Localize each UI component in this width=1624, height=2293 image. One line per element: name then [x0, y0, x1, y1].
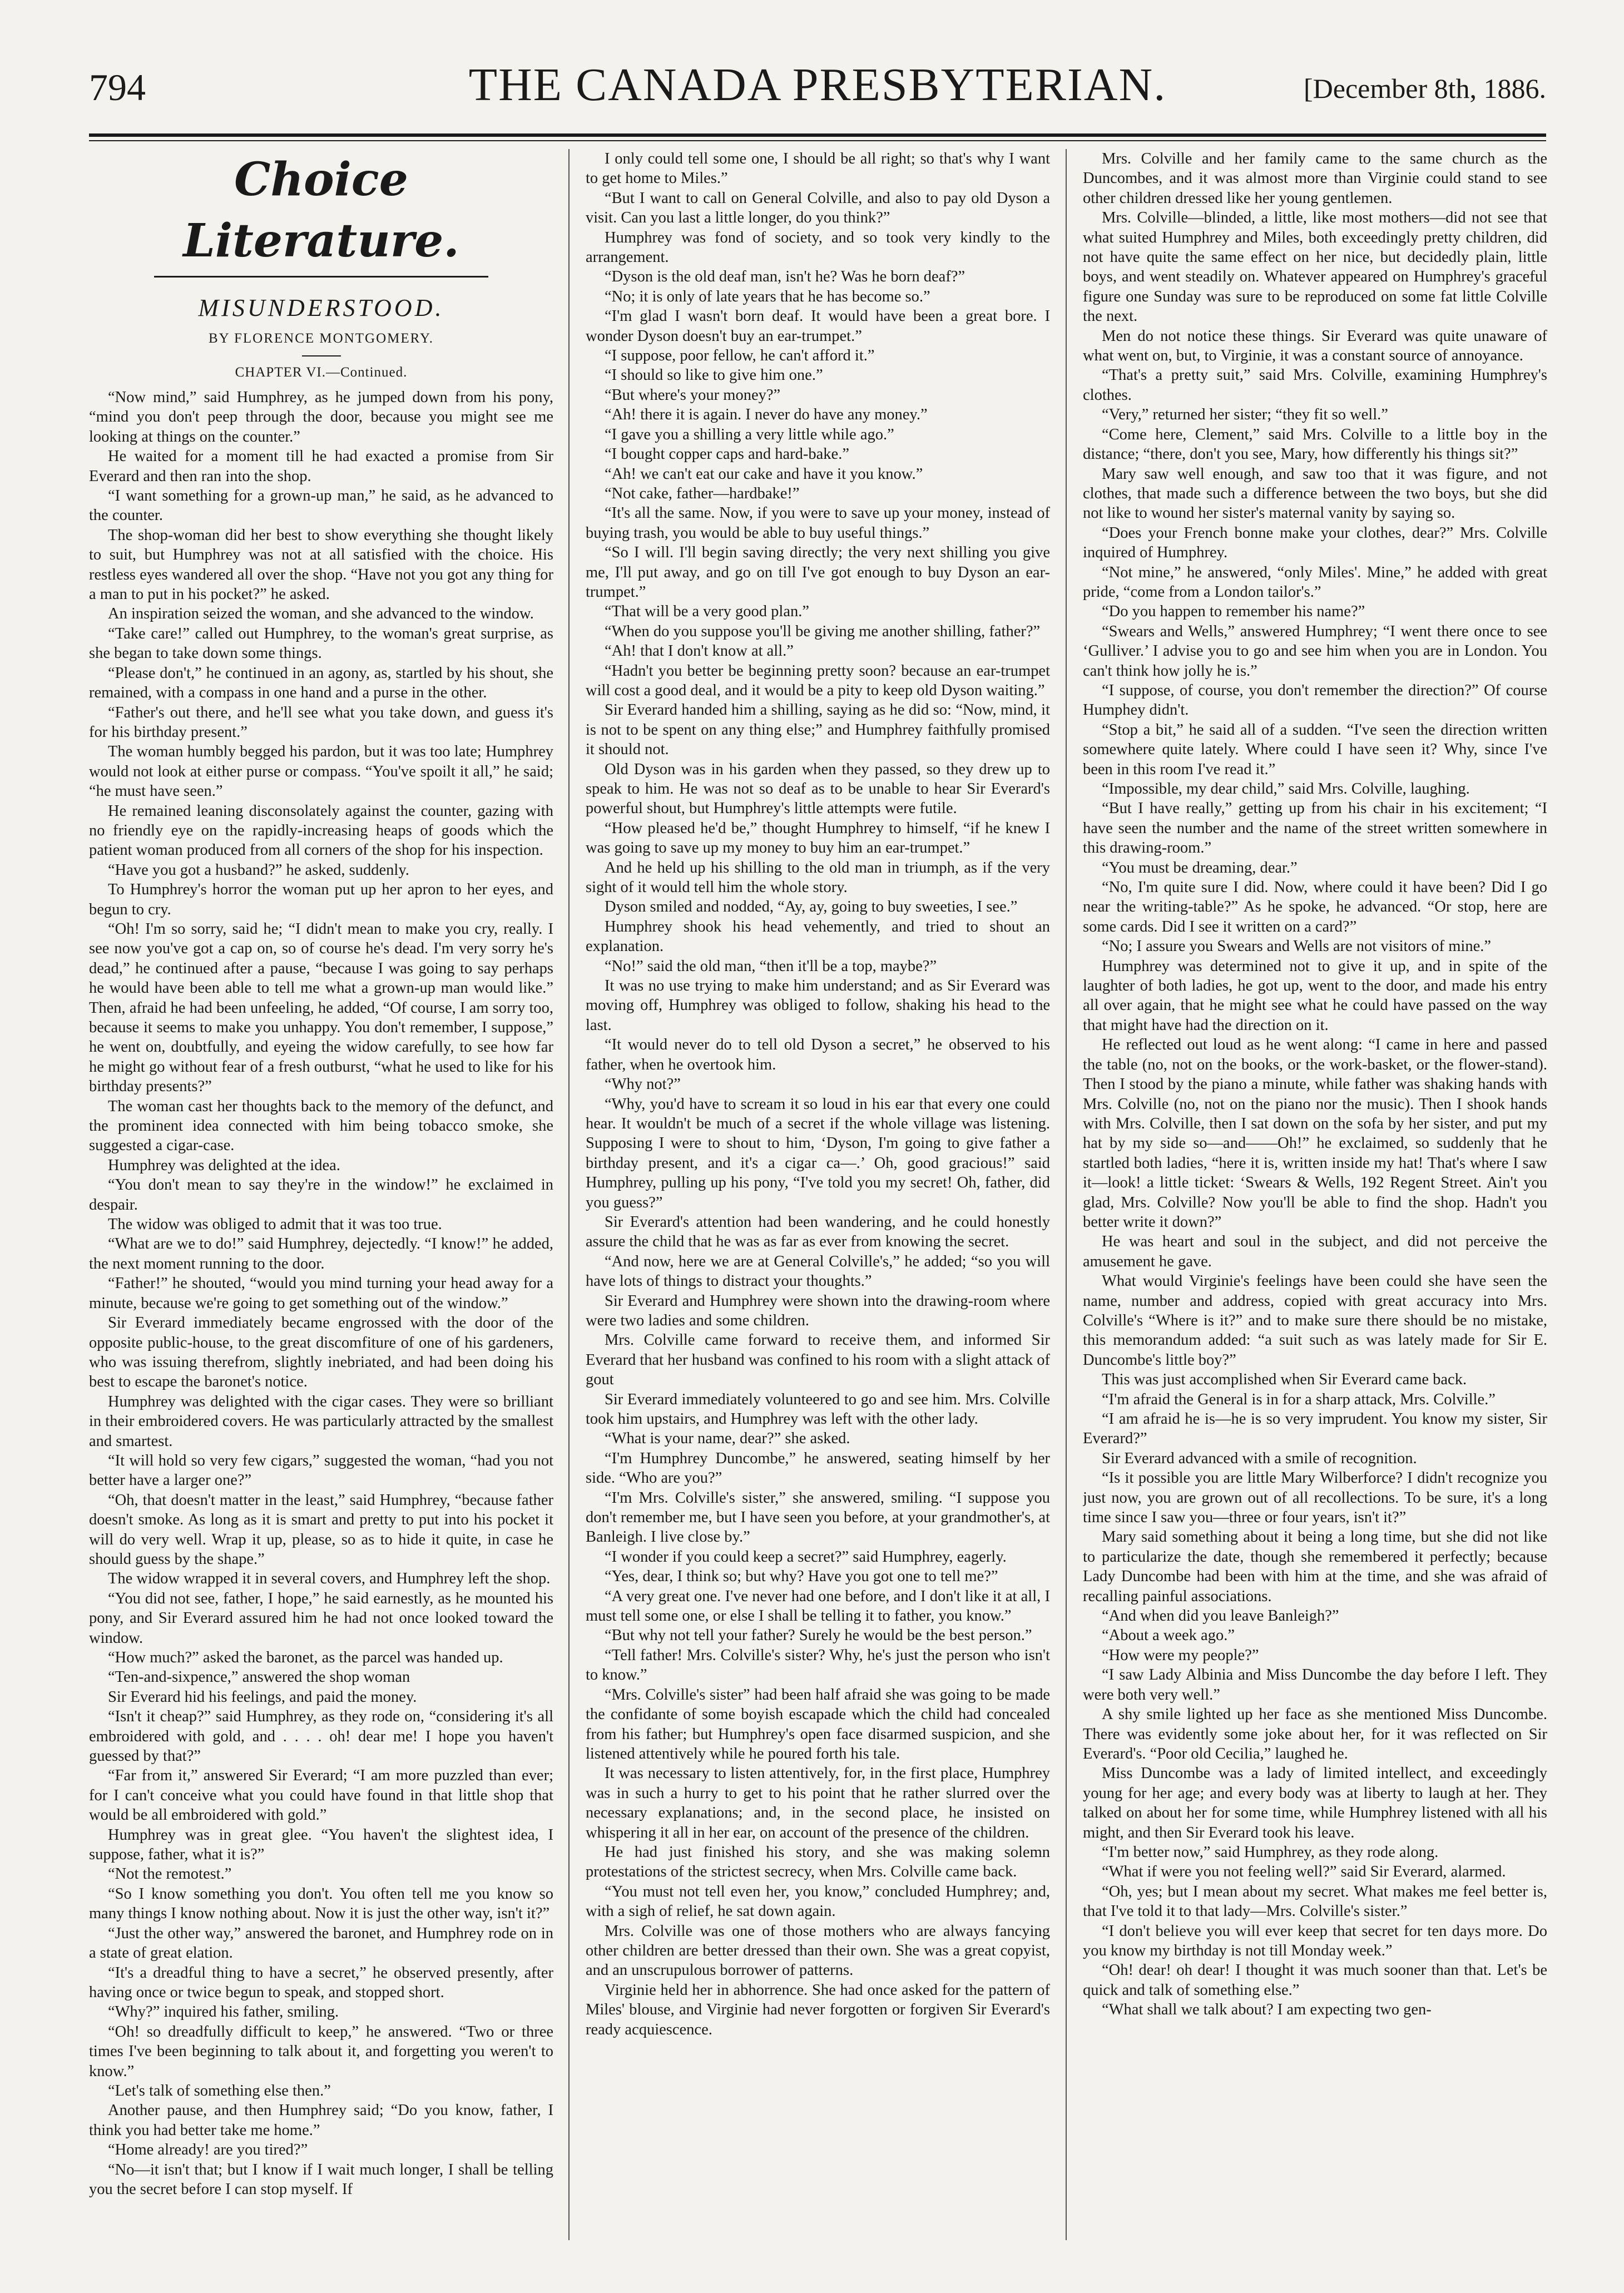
paragraph: Virginie held her in abhorrence. She had once asked for the pattern of Miles' blouse, and Virginie had never forgotten or forgiven Sir Everard's ready acquiescence. — [586, 1981, 1050, 2038]
paragraph: “Tell father! Mrs. Colville's sister? Why, he's just the person who isn't to know.” — [586, 1646, 1050, 1684]
paragraph: Humphrey was determined not to give it up, and in spite of the laughter of both ladies, he got up, went to the door, and made his entry all over again, that he might see what he could have passed on the way that might have had the direction on it. — [1083, 957, 1547, 1034]
paragraph: “But where's your money?” — [605, 386, 781, 404]
paragraph: “Oh! I'm so sorry, said he; “I didn't mean to make you cry, really. I see now you've got a cap on, so of course he's dead. I'm very sorry he's dead,” he continued after a pause, “because I was going to say perhaps he would have been able to tell me what a grown-up man would like.” Then, afraid he had been unfeeling, he added, “Of course, I am sorry too, because it seems to make you unhappy. You don't remember, I suppose,” he went on, doubtfully, and eyeing the widow carefully, to see how far he might go without fear of a fresh outburst, “what he used to like for his birthday presents?” — [89, 920, 553, 1096]
paragraph: “What shall we talk about? I am expecting two gen- — [1102, 2001, 1432, 2019]
paragraph: “That will be a very good plan.” — [605, 603, 809, 621]
paragraph: “Ten-and-sixpence,” answered the shop woman — [108, 1668, 410, 1686]
paragraph: Mary saw well enough, and saw too that it was figure, and not clothes, that made such a difference between the two boys, but she did not like to wound her sister's maternal vanity by saying so. — [1083, 465, 1547, 522]
paragraph: The woman humbly begged his pardon, but it was too late; Humphrey would not look at either purse or compass. “You've spoilt it all,” he said; “he must have seen.” — [89, 743, 553, 800]
paragraph: Old Dyson was in his garden when they passed, so they drew up to speak to him. He was not so deaf as to be unable to hear Sir Everard's powerful shout, but Humphrey's little attempts were futile. — [586, 760, 1050, 818]
paragraph: Another pause, and then Humphrey said; “Do you know, father, I think you had better take me home.” — [89, 2102, 553, 2139]
column-divider — [1066, 149, 1067, 2240]
paragraph: “What is your name, dear?” she asked. — [605, 1430, 850, 1448]
paragraph: Humphrey was delighted with the cigar cases. They were so brilliant in their embroidered covers. He was particularly attracted by the smallest and smartest. — [89, 1393, 553, 1450]
paragraph: “Dyson is the old deaf man, isn't he? Was he born deaf?” — [605, 268, 966, 286]
paragraph: “Why?” inquired his father, smiling. — [108, 2003, 339, 2021]
paragraph: “Come here, Clement,” said Mrs. Colville to a little boy in the distance; “there, don't you see, Mary, how differently his things sit?” — [1083, 425, 1547, 463]
paragraph: “I saw Lady Albinia and Miss Duncombe the day before I left. They were both very well.” — [1083, 1666, 1547, 1703]
paragraph: The widow wrapped it in several covers, and Humphrey left the shop. — [108, 1570, 551, 1588]
paragraph: “Stop a bit,” he said all of a sudden. “I've seen the direction written somewhere quite lately. Where could I have seen it? Why, since I've been in this room I've read it.” — [1083, 721, 1547, 778]
paragraph: “Mrs. Colville's sister” had been half afraid she was going to be made the confidante of some boyish escapade which the child had concealed from his father; but Humphrey's open face disarmed suspicion, and she listened attentively while he poured forth his tale. — [586, 1686, 1050, 1762]
paragraph: He waited for a moment till he had exacted a promise from Sir Everard and then ran into the shop. — [89, 448, 553, 485]
paragraph: “But I have really,” getting up from his chair in his excitement; “I have seen the number and the name of the street written somewhere in this drawing-room.” — [1083, 800, 1547, 857]
paragraph: Men do not notice these things. Sir Everard was quite unaware of what went on, but, to Virginie, it was a constant source of annoyance. — [1083, 327, 1547, 365]
header-rule — [89, 133, 1546, 137]
paragraph: Sir Everard handed him a shilling, saying as he did so: “Now, mind, it is not to be spent on any thing else;” and Humphrey faithfully promised it should not. — [586, 701, 1050, 759]
paragraph: “I should so like to give him one.” — [605, 367, 823, 384]
paragraph: “I gave you a shilling a very little while ago.” — [605, 425, 894, 443]
paragraph: “How much?” asked the baronet, as the parcel was handed up. — [108, 1649, 503, 1666]
paragraph: Mrs. Colville—blinded, a little, like most mothers—did not see that what suited Humphrey and Miles, both exceedingly pretty children, did not have quite the same effect on her nice, but decidedly plain, little boys, and went steadily on. Whatever appeared on Humphrey's graceful figure one Sunday was sure to be reproduced on some fat little Colville the next. — [1083, 209, 1547, 325]
paragraph: “About a week ago.” — [1102, 1627, 1235, 1645]
paragraph: “I'm Humphrey Duncombe,” he answered, seating himself by her side. “Who are you?” — [586, 1449, 1050, 1487]
paragraph: To Humphrey's horror the woman put up her apron to her eyes, and begun to cry. — [89, 881, 553, 918]
paragraph: He reflected out loud as he went along: “I came in here and passed the table (no, not on the books, or the work-basket, or the flower-stand). Then I stood by the piano a minute, while father was shaking hands with Mrs. Colville (no, not on the piano nor the music). Then I shook hands with Mrs. Colville, then I sat down on the sofa by her sister, and put my hat by my side so—and——Oh!” he exclaimed, so suddenly that he startled both ladies, “here it is, written inside my hat! That's where I saw it—look! a little ticket: ‘Swears & Wells, 192 Regent Street. Ain't you glad, Mrs. Colville? Now you'll be able to find the shop. Hadn't you better write it down?” — [1083, 1036, 1547, 1231]
paragraph: The woman cast her thoughts back to the memory of the defunct, and the prominent idea connected with him being tobacco smoke, she suggested a cigar-case. — [89, 1097, 553, 1155]
paragraph: “Impossible, my dear child,” said Mrs. Colville, laughing. — [1102, 780, 1470, 798]
paragraph: “Father's out there, and he'll see what you take down, and guess it's for his birthday present.” — [89, 704, 553, 741]
paragraph: “Oh! so dreadfully difficult to keep,” he answered. “Two or three times I've been beginning to talk about it, and forgetting you weren't to know.” — [89, 2023, 553, 2080]
paragraph: “No, I'm quite sure I did. Now, where could it have been? Did I go near the writing-table?” As he spoke, he advanced. “Or stop, here are some cards. Did I see it written on a card?” — [1083, 879, 1547, 935]
page-number: 794 — [89, 66, 146, 108]
paragraph: Humphrey shook his head vehemently, and tried to shout an explanation. — [586, 918, 1050, 955]
paragraph: “I wonder if you could keep a secret?” said Humphrey, eagerly. — [605, 1548, 1007, 1566]
paragraph: “You must not tell even her, you know,” concluded Humphrey; and, with a sigh of relief, he sat down again. — [586, 1883, 1050, 1920]
paragraph: “Home already! are you tired?” — [108, 2141, 308, 2159]
paragraph: “Let's talk of something else then.” — [108, 2082, 331, 2099]
paragraph: “Have you got a husband?” he asked, suddenly. — [108, 861, 409, 879]
paragraph: “It would never do to tell old Dyson a secret,” he observed to his father, when he overtook him. — [586, 1036, 1050, 1073]
paragraph: “Why, you'd have to scream it so loud in his ear that every one could hear. It wouldn't be much of a secret if the whole village was listening. Supposing I were to shout to him, ‘Dyson, I'm going to give father a birthday present, and it's a cigar ca—.’ Oh, good gracious!” said Humphrey, pulling up his pony, “I've told you my secret! Oh, father, did you guess?” — [586, 1095, 1050, 1211]
paragraph: “So I will. I'll begin saving directly; the very next shilling you give me, I'll put away, and go on till I've got enough to buy Dyson an ear-trumpet.” — [586, 544, 1050, 601]
paragraph: Sir Everard and Humphrey were shown into the drawing-room where were two ladies and some children. — [586, 1292, 1050, 1329]
paragraph: “That's a pretty suit,” said Mrs. Colville, examining Humphrey's clothes. — [1083, 367, 1547, 404]
paragraph: “But I want to call on General Colville, and also to pay old Dyson a visit. Can you last a little longer, do you think?” — [586, 189, 1050, 227]
section-title: Choice Literature. — [183, 153, 459, 268]
column-divider — [568, 149, 570, 2240]
column-2 — [586, 149, 1050, 2251]
paragraph: Sir Everard advanced with a smile of recognition. — [1102, 1449, 1417, 1467]
paragraph: “And when did you leave Banleigh?” — [1102, 1607, 1339, 1625]
paragraph: “Ah! that I don't know at all.” — [605, 642, 794, 660]
column-1-text — [89, 388, 553, 2199]
column-1 — [89, 149, 553, 2251]
paragraph: Sir Everard immediately volunteered to go and see him. Mrs. Colville took him upstairs, and Humphrey was left with the other lady. — [586, 1390, 1050, 1428]
paragraph: “Do you happen to remember his name?” — [1102, 603, 1365, 621]
paragraph: Humphrey was in great glee. “You haven't the slightest idea, I suppose, father, what it is?” — [89, 1826, 553, 1864]
paragraph: “Far from it,” answered Sir Everard; “I am more puzzled than ever; for I can't conceive what you could have found in that little shop that would be all embroidered with gold.” — [89, 1767, 553, 1824]
paragraph: “Not the remotest.” — [108, 1865, 232, 1883]
paragraph: This was just accomplished when Sir Everard came back. — [1102, 1371, 1467, 1389]
paragraph: “Yes, dear, I think so; but why? Have you got one to tell me?” — [605, 1568, 998, 1586]
chapter-heading: CHAPTER VI.—Continued. — [235, 365, 408, 380]
paragraph: Dyson smiled and nodded, “Ay, ay, going to buy sweeties, I see.” — [605, 898, 1018, 916]
paragraph: “No; it is only of late years that he has become so.” — [605, 288, 930, 305]
paragraph: “Just the other way,” answered the baronet, and Humphrey rode on in a state of great elation. — [89, 1924, 553, 1962]
paragraph: “Oh, yes; but I mean about my secret. What makes me feel better is, that I've told it to that lady—Mrs. Colville's sister.” — [1083, 1883, 1547, 1920]
paragraph: “Please don't,” he continued in an agony, as, startled by his shout, she remained, with a compass in one hand and a purse in the other. — [89, 664, 553, 702]
column-3 — [1083, 149, 1547, 2251]
page-header — [89, 56, 1546, 131]
issue-date: [December 8th, 1886. — [1304, 73, 1546, 104]
paragraph: “What are we to do!” said Humphrey, dejectedly. “I know!” he added, the next moment running to the door. — [89, 1235, 553, 1272]
paragraph: “Very,” returned her sister; “they fit so well.” — [1102, 406, 1388, 424]
paragraph: He was heart and soul in the subject, and did not perceive the amusement he gave. — [1083, 1233, 1547, 1270]
byline: BY FLORENCE MONTGOMERY. — [208, 331, 434, 346]
paragraph: “But why not tell your father? Surely he would be the best person.” — [605, 1627, 1032, 1645]
paragraph: “I'm glad I wasn't born deaf. It would have been a great bore. I wonder Dyson doesn't buy an ear-trumpet.” — [586, 308, 1050, 345]
paragraph: “I'm Mrs. Colville's sister,” she answered, smiling. “I suppose you don't remember me, but I have seen you before, at your grandmother's, at Banleigh. I live close by.” — [586, 1489, 1050, 1546]
paragraph: Miss Duncombe was a lady of limited intellect, and exceedingly young for her age; and every body was at liberty to laugh at her. They talked on about her for some time, while Humphrey listened with all his might, and then Sir Everard took his leave. — [1083, 1765, 1547, 1841]
paragraph: “So I know something you don't. You often tell me you know so many things I know nothing about. Now it is just the other way, isn't it?” — [89, 1885, 553, 1923]
paragraph: “Now mind,” said Humphrey, as he jumped down from his pony, “mind you don't peep through the door, because you might see me looking at things on the counter.” — [89, 389, 553, 445]
paragraph: “I suppose, poor fellow, he can't afford it.” — [605, 347, 875, 365]
paragraph: “I bought copper caps and hard-bake.” — [605, 445, 849, 463]
paragraph: It was necessary to listen attentively, for, in the first place, Humphrey was in such a hurry to get to his point that he rather slurred over the necessary explanations; and, in the second place, he insisted on whispering it all in her ear, on account of the presence of the children. — [586, 1765, 1050, 1841]
paragraph: “It will hold so very few cigars,” suggested the woman, “had you not better have a larger one?” — [89, 1452, 553, 1489]
paragraph: “Father!” he shouted, “would you mind turning your head away for a minute, because we're going to get something out of the window.” — [89, 1275, 553, 1312]
paragraph: Mary said something about it being a long time, but she did not like to particularize the date, though she remembered it perfectly; because Lady Duncombe had been with him at the time, and she was afraid of recalling painful associations. — [1083, 1528, 1547, 1605]
paragraph: “Not mine,” he answered, “only Miles'. Mine,” he added with great pride, “come from a London tailor's.” — [1083, 563, 1547, 601]
paragraph: “Ah! we can't eat our cake and have it you know.” — [605, 465, 923, 483]
paragraph: Sir Everard's attention had been wandering, and he could honestly assure the child that he was as far as ever from knowing the secret. — [586, 1213, 1050, 1251]
paragraph: A shy smile lighted up her face as she mentioned Miss Duncombe. There was evidently some joke about her, for it was reflected on Sir Everard's. “Poor old Cecilia,” laughed he. — [1083, 1706, 1547, 1762]
paragraph: And he held up his shilling to the old man in triumph, as if the very sight of it would tell him the whole story. — [586, 859, 1050, 897]
paragraph: “Ah! there it is again. I never do have any money.” — [605, 406, 928, 424]
paragraph: “I want something for a grown-up man,” he said, as he advanced to the counter. — [89, 487, 553, 524]
paragraph: “It's all the same. Now, if you were to save up your money, instead of buying trash, you would be able to buy useful things.” — [586, 504, 1050, 542]
paragraph: “I'm afraid the General is in for a sharp attack, Mrs. Colville.” — [1102, 1390, 1496, 1408]
paragraph: “I don't believe you will ever keep that secret for ten days more. Do you know my birthday is not till Monday week.” — [1083, 1922, 1547, 1959]
paragraph: “Hadn't you better be beginning pretty soon? because an ear-trumpet will cost a good deal, and it would be a pity to keep old Dyson waiting.” — [586, 662, 1050, 699]
paragraph: An inspiration seized the woman, and she advanced to the window. — [108, 605, 534, 623]
paragraph: “A very great one. I've never had one before, and I don't like it at all, I must tell some one, or else I shall be telling it to father, you know.” — [586, 1587, 1050, 1625]
paragraph: Mrs. Colville was one of those mothers who are always fancying other children are better dressed than their own. She was a great copyist, and an unscrupulous borrower of patterns. — [586, 1922, 1050, 1979]
paragraph: Mrs. Colville came forward to receive them, and informed Sir Everard that her husband was confined to his room with a slight attack of gout — [586, 1331, 1050, 1389]
paragraph: What would Virginie's feelings have been could she have seen the name, number and address, copied with great accuracy into Mrs. Colville's “Where is it?” and to make sure there should be no mistake, this memorandum added: “a suit such as was lately made for Sir E. Duncombe's little boy?” — [1083, 1272, 1547, 1369]
paragraph: “It's a dreadful thing to have a secret,” he observed presently, after having once or twice begun to speak, and stopped short. — [89, 1964, 553, 2001]
paragraph: He remained leaning disconsolately against the counter, gazing with no friendly eye on the rapidly-increasing heaps of goods which the patient woman produced from all corners of the shop for his inspection. — [89, 802, 553, 859]
paragraph: “Does your French bonne make your clothes, dear?” Mrs. Colville inquired of Humphrey. — [1083, 524, 1547, 562]
section-rule — [154, 276, 488, 278]
paragraph: “How were my people?” — [1102, 1646, 1259, 1664]
paragraph: “Is it possible you are little Mary Wilberforce? I didn't recognize you just now, you are grown out of all recollections. To be sure, it's a long time since I saw you—three or four years, isn't it?” — [1083, 1469, 1547, 1527]
story-title: MISUNDERSTOOD. — [198, 294, 444, 321]
paragraph: “When do you suppose you'll be giving me another shilling, father?” — [605, 622, 1041, 640]
paragraph: “Take care!” called out Humphrey, to the woman's great surprise, as she began to take down some things. — [89, 625, 553, 662]
column-2-text — [586, 149, 1050, 2039]
paragraph: I only could tell some one, I should be all right; so that's why I want to get home to Miles.” — [586, 150, 1050, 187]
paragraph: “I'm better now,” said Humphrey, as they rode along. — [1102, 1843, 1439, 1861]
paragraph: “How pleased he'd be,” thought Humphrey to himself, “if he knew I was going to save up my money to buy him an ear-trumpet.” — [586, 819, 1050, 857]
paragraph: “No; I assure you Swears and Wells are not visitors of mine.” — [1102, 938, 1492, 955]
paragraph: “I suppose, of course, you don't remember the direction?” Of course Humphey didn't. — [1083, 681, 1547, 719]
paragraph: “No!” said the old man, “then it'll be a top, maybe?” — [605, 957, 937, 975]
paragraph: It was no use trying to make him understand; and as Sir Everard was moving off, Humphrey was obliged to follow, shaking his head to the last. — [586, 977, 1050, 1034]
paragraph: “Oh, that doesn't matter in the least,” said Humphrey, “because father doesn't smoke. As long as it is smart and pretty to put into his pocket it will do very well. Wrap it up, please, so as to hide it quite, in case he should guess by the shape.” — [89, 1491, 553, 1568]
paragraph: “What if were you not feeling well?” said Sir Everard, alarmed. — [1102, 1863, 1506, 1881]
paragraph: Sir Everard immediately became engrossed with the door of the opposite public-house, to the great discomfiture of one of his gardeners, who was issuing therefrom, slightly inebriated, and had been doing his best to escape the baronet's notice. — [89, 1314, 553, 1391]
paragraph: Humphrey was fond of society, and so took very kindly to the arrangement. — [586, 229, 1050, 266]
paragraph: Sir Everard hid his feelings, and paid the money. — [108, 1688, 417, 1706]
paragraph: “You don't mean to say they're in the window!” he exclaimed in despair. — [89, 1176, 553, 1214]
paragraph: “Oh! dear! oh dear! I thought it was much sooner than that. Let's be quick and talk of something else.” — [1083, 1962, 1547, 1999]
paragraph: He had just finished his story, and she was making solemn protestations of the strictest secrecy, when Mrs. Colville came back. — [586, 1843, 1050, 1881]
paragraph: “I am afraid he is—he is so very imprudent. You know my sister, Sir Everard?” — [1083, 1410, 1547, 1448]
paragraph: Humphrey was delighted at the idea. — [108, 1156, 340, 1174]
paragraph: The shop-woman did her best to show everything she thought likely to suit, but Humphrey was not at all satisfied with the choice. His restless eyes wandered all over the shop. “Have not you got any thing for a man to put in his pocket?” he asked. — [89, 526, 553, 603]
paragraph: “Swears and Wells,” answered Humphrey; “I went there once to see ‘Gulliver.’ I advise you to go and see him when you are in London. You can't think how jolly he is.” — [1083, 622, 1547, 680]
paragraph: “And now, here we are at General Colville's,” he added; “so you will have lots of things to distract your thoughts.” — [586, 1252, 1050, 1290]
paragraph: Mrs. Colville and her family came to the same church as the Duncombes, and it was almost more than Virginie could stand to see other children dressed like her young gentlemen. — [1083, 150, 1547, 207]
paragraph: “Not cake, father—hardbake!” — [605, 484, 800, 502]
paragraph: “You did not see, father, I hope,” he said earnestly, as he mounted his pony, and Sir Everard assured him he had not once looked toward the window. — [89, 1589, 553, 1647]
paragraph: The widow was obliged to admit that it was too true. — [108, 1216, 442, 1234]
byline-rule — [302, 355, 341, 356]
paragraph: “Why not?” — [605, 1076, 681, 1093]
column-3-text — [1083, 149, 1547, 2020]
paragraph: “Isn't it cheap?” said Humphrey, as they rode on, “considering it's all embroidered with gold, and . . . . oh! dear me! I hope you haven't guessed by that?” — [89, 1708, 553, 1765]
paragraph: “No—it isn't that; but I know if I wait much longer, I shall be telling you the secret before I can stop myself. If — [89, 2161, 553, 2198]
publication-title: THE CANADA PRESBYTERIAN. — [468, 59, 1167, 111]
paragraph: “You must be dreaming, dear.” — [1102, 859, 1298, 876]
header-rule-thin — [89, 140, 1546, 141]
